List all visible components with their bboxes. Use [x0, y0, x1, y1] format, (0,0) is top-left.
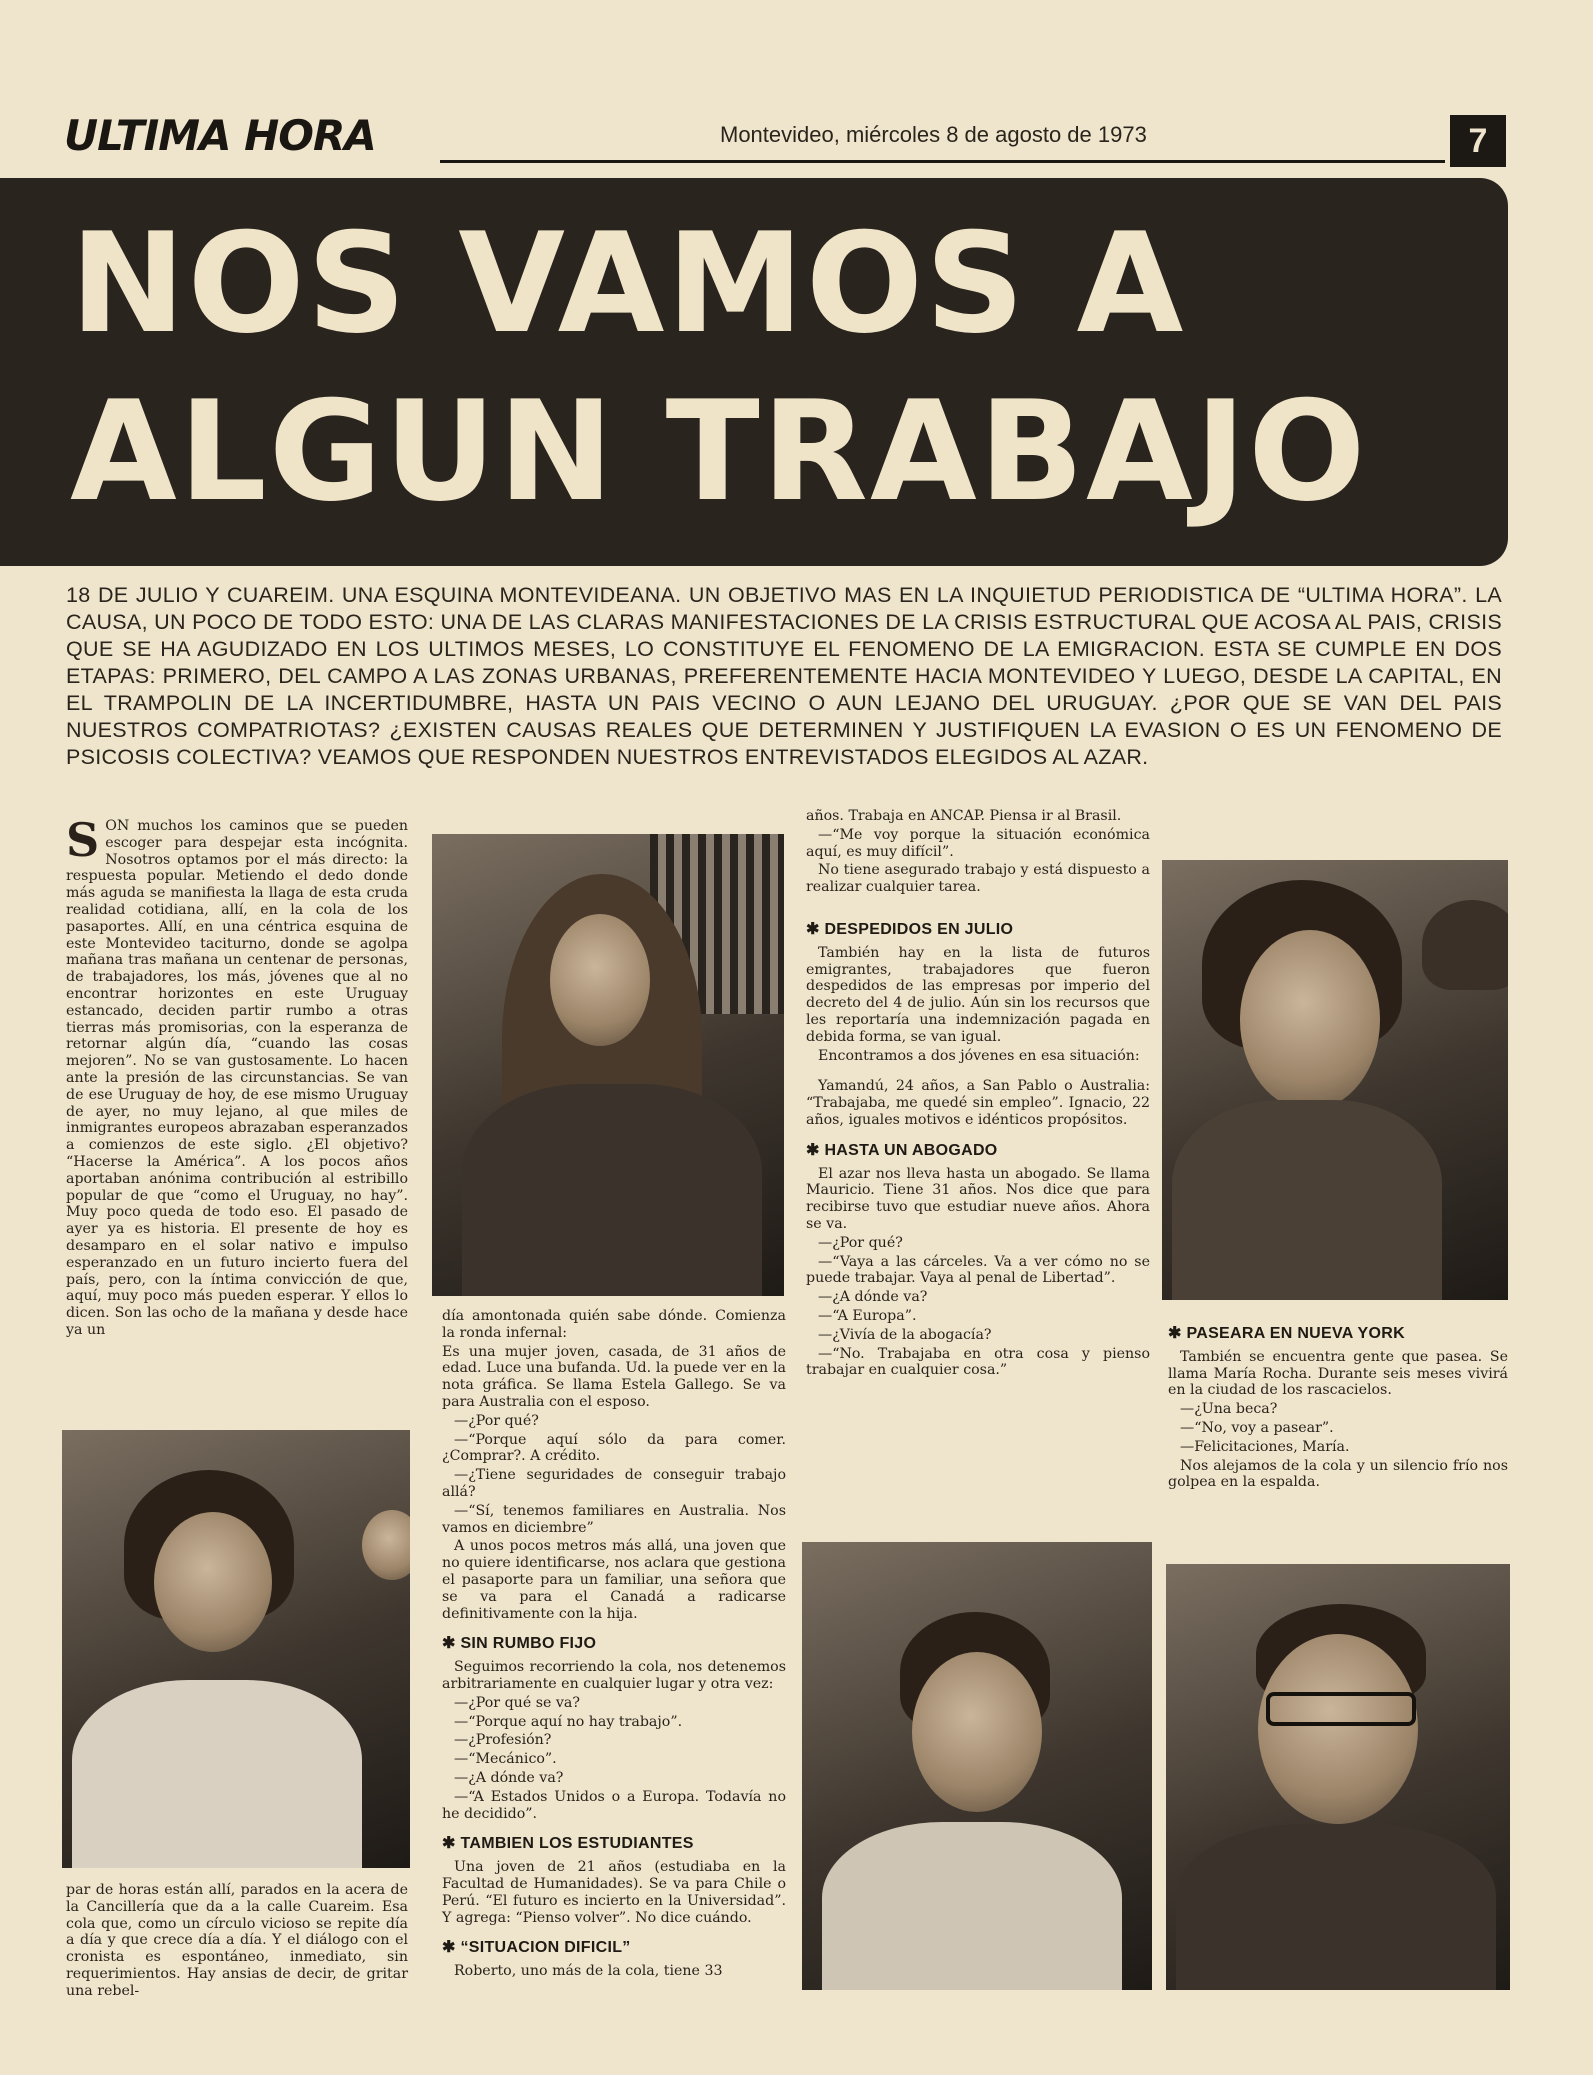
masthead-name: ULTIMA HORA: [64, 111, 376, 160]
col4-line-4: Nos alejamos de la cola y un silencio frío nos golpea en la espalda.: [1168, 1457, 1508, 1491]
col3-sub2-0: El azar nos lleva hasta un abogado. Se llama Mauricio. Tiene 31 años. Nos dice que para recibirse tuvo que estudiar nueve años. Ahora se va.: [806, 1165, 1150, 1232]
col4-line-3: —Felicitaciones, María.: [1180, 1438, 1350, 1455]
col4-line-1: —¿Una beca?: [1180, 1401, 1278, 1418]
col2-line-1: Es una mujer joven, casada, de 31 años de edad. Luce una bufanda. Ud. la puede ver en la nota gráfica. Se llama Estela Gallego. Se va para Australia con el esposo.: [442, 1343, 786, 1410]
lead-paragraph: 18 DE JULIO Y CUAREIM. UNA ESQUINA MONTEVIDEANA. UN OBJETIVO MAS EN LA INQUIETUD PERIODISTICA DE “ULTIMA HORA”. LA CAUSA, UN POCO DE TODO ESTO: UNA DE LAS CLARAS MANIFESTACIONES DE LA CRISIS ESTRUCTURAL QUE ACOSA AL PAIS, CRISIS QUE SE HA AGUDIZADO EN LOS ULTIMOS MESES, LO CONSTITUYE EL FENOMENO DE LA EMIGRACION. ESTA SE CUMPLE EN DOS ETAPAS: PRIMERO, DEL CAMPO A LAS ZONAS URBANAS, PREFERENTEMENTE HACIA MONTEVIDEO Y LUEGO, DESDE LA CAPITAL, EN EL TRAMPOLIN DE LA INCERTIDUMBRE, HASTA UN PAIS VECINO O AUN LEJANO DEL URUGUAY. ¿POR QUE SE VAN DEL PAIS NUESTROS COMPATRIOTAS? ¿EXISTEN CAUSAS REALES QUE DETERMINEN Y JUSTIFIQUEN LA EVASION O ES UN FENOMENO DE PSICOSIS COLECTIVA? VEAMOS QUE RESPONDEN NUESTROS ENTREVISTADOS ELEGIDOS AL AZAR.: [66, 583, 1502, 769]
col2-line-6: A unos pocos metros más allá, una joven que no quiere identificarse, nos aclara que gestiona el pasaporte para un familiar, una señora que se va para el Canadá a radicarse definitivamente con la hija.: [442, 1538, 786, 1622]
col2-sub1-line-0: Seguimos recorriendo la cola, nos detenemos arbitrariamente en cualquier lugar y otra vez:: [442, 1659, 786, 1692]
col2-sub1-line-2: —“Porque aquí no hay trabajo”.: [454, 1713, 683, 1730]
subhead-hasta-abogado: ✱ HASTA UN ABOGADO: [806, 1141, 998, 1159]
column-2-text: [442, 1308, 786, 1982]
col3-sub1-1: Encontramos a dos jóvenes en esa situación:: [818, 1047, 1140, 1064]
col3-sub1-0: También hay en la lista de futuros emigrantes, trabajadores que fueron despedidos de las empresas por imperio del decreto del 4 de julio. Aún sin los recursos que les reportaría una indemnización pagada en debida forma, se van igual.: [806, 944, 1150, 1045]
col3-sub1-2: Yamandú, 24 años, a San Pablo o Australia: “Trabajaba, me quedé sin empleo”. Ignacio, 22 años, iguales motivos e idénticos propósitos.: [806, 1078, 1150, 1128]
subhead-situacion-dificil: ✱ “SITUACION DIFICIL”: [442, 1939, 631, 1957]
col2-sub3-text: Roberto, uno más de la cola, tiene 33: [454, 1963, 723, 1980]
headline: [70, 200, 1490, 536]
photo-young-man: [1162, 860, 1508, 1300]
subhead-tambien-estudiantes: ✱ TAMBIEN LOS ESTUDIANTES: [442, 1835, 694, 1853]
col3-sub2-3: —¿A dónde va?: [818, 1289, 928, 1306]
col2-sub1-line-6: —“A Estados Unidos o a Europa. Todavía no he decidido”.: [442, 1788, 786, 1822]
masthead-rule: [440, 160, 1445, 163]
col2-line-5: —“Sí, tenemos familiares en Australia. Nos vamos en diciembre”: [442, 1502, 786, 1536]
col3-sub2-4: —“A Europa”.: [818, 1307, 917, 1324]
headline-line-1: NOS VAMOS A: [70, 203, 1186, 364]
col3-sub2-1: —¿Por qué?: [818, 1234, 903, 1251]
photo-man-mustache: [802, 1542, 1152, 1990]
col3-top-0: años. Trabaja en ANCAP. Piensa ir al Brasil.: [806, 808, 1122, 824]
masthead-logo: [64, 108, 444, 164]
col2-sub1-line-1: —¿Por qué se va?: [454, 1694, 580, 1711]
col4-line-0: También se encuentra gente que pasea. Se llama María Rocha. Durante seis meses vivirá en la ciudad de los rascacielos.: [1168, 1348, 1508, 1399]
col2-sub2-text: Una joven de 21 años (estudiaba en la Facultad de Humanidades). Se va para Chile o Perú. “El futuro es incierto en la Universidad”. Y agrega: “Pienso volver”. No dice cuándo.: [442, 1859, 786, 1926]
photo-man-glasses: [1166, 1564, 1510, 1990]
subhead-despedidos-julio: ✱ DESPEDIDOS EN JULIO: [806, 920, 1014, 938]
col3-top-2: No tiene asegurado trabajo y está dispuesto a realizar cualquier tarea.: [806, 862, 1150, 896]
col4-line-2: —“No, voy a pasear”.: [1180, 1419, 1334, 1436]
col2-sub1-line-5: —¿A dónde va?: [454, 1769, 564, 1786]
col2-line-3: —“Porque aquí sólo da para comer. ¿Comprar?. A crédito.: [442, 1431, 786, 1465]
col3-sub2-2: —“Vaya a las cárceles. Va a ver cómo no se puede trabajar. Vaya al penal de Libertad”.: [806, 1253, 1150, 1287]
column-4-text: [1168, 1312, 1508, 1493]
subhead-sin-rumbo-fijo: ✱ SIN RUMBO FIJO: [442, 1635, 597, 1653]
headline-line-2: ALGUN TRABAJO: [70, 371, 1368, 532]
col2-sub1-line-4: —“Mecánico”.: [454, 1751, 557, 1768]
subhead-paseara-nueva-york: ✱ PASEARA EN NUEVA YORK: [1168, 1325, 1405, 1342]
column-3-text: [806, 808, 1150, 1381]
col3-sub2-6: —“No. Trabajaba en otra cosa y pienso trabajar en cualquier cosa.”: [806, 1345, 1150, 1379]
col2-line-2: —¿Por qué?: [454, 1412, 539, 1429]
drop-cap: S: [66, 813, 100, 867]
column-1-paragraph: ON muchos los caminos que se pueden escoger para despejar esta incógnita. Nosotros optamos por el más directo: la respuesta popular. Metiendo el dedo donde más aguda se manifiesta la llaga de esta cruda realidad cotidiana, allí, en la cola de los pasaportes. Allí, en una céntrica esquina de este Montevideo taciturno, donde se agolpa mañana tras mañana un centenar de personas, de trabajadores, los más, jóvenes que al no encontrar horizontes en este Uruguay estancado, deciden partir rumbo a otras tierras más promisorias, con la esperanza de retornar algún día, “cuando las cosas mejoren”. No se van gustosamente. Lo hacen ante la presión de las circunstancias. Se van de ese Uruguay de hoy, de ese mismo Uruguay de ayer, no muy lejano, al que miles de inmigrantes europeos abrazaban esperanzados a comienzos de este siglo. ¿El objetivo? “Hacerse la América”. A los pocos años aportaban anónima contribución al estribillo popular de que “como el Uruguay, no hay”. Muy poco queda de todo eso. El pasado de ayer ya es historia. El presente de hoy es desamparo en el solar nativo e impulso esperanzado en un futuro incierto fuera del país, pero, con la íntima convicción de que, aquí, muy poco más pueden esperar. Y ellos lo dicen. Son las ocho de la mañana y desde hace ya un: [66, 818, 408, 1338]
column-1-text: [66, 813, 408, 1341]
col3-top-1: —“Me voy porque la situación económica aquí, es muy difícil”.: [806, 826, 1150, 860]
page-number: 7: [1450, 115, 1506, 167]
dateline: Montevideo, miércoles 8 de agosto de 1973: [720, 122, 1147, 147]
col3-sub2-5: —¿Vivía de la abogacía?: [818, 1326, 992, 1343]
col2-sub1-line-3: —¿Profesión?: [454, 1732, 552, 1749]
col2-line-4: —¿Tiene seguridades de conseguir trabajo allá?: [442, 1467, 786, 1500]
column-1-bottom: [66, 1882, 408, 2002]
column-1-paragraph-2: par de horas están allí, parados en la acera de la Cancillería que da a la calle Cuareim. Esa cola que, como un círculo vicioso se repite día a día y que crece día a día. Y el diálogo con el cronista es espontáneo, inmediato, sin requerimientos. Hay ansias de decir, de gritar una rebel-: [66, 1882, 408, 1999]
col2-line-0: día amontonada quién sabe dónde. Comienza la ronda infernal:: [442, 1308, 786, 1341]
photo-woman-scarf: [62, 1430, 410, 1868]
photo-young-woman: [432, 834, 784, 1296]
